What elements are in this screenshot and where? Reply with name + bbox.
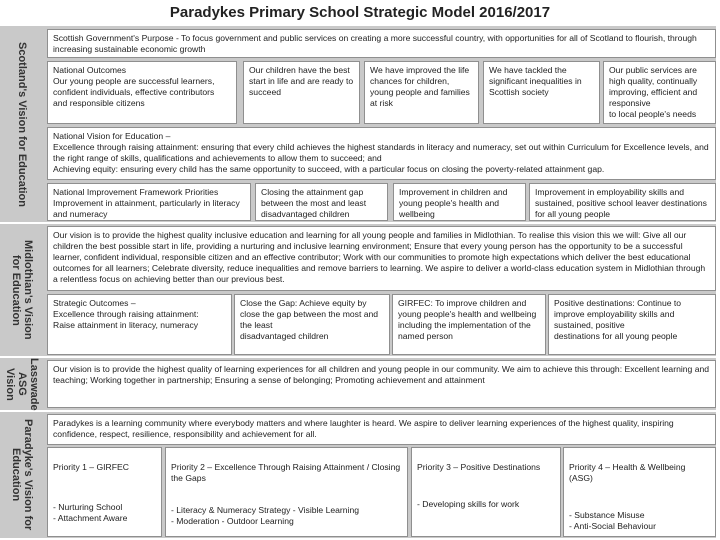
national-vision: National Vision for Education – Excellence through raising attainment: ensuring that every child achieves the highest standards in literacy and numeracy, set out within Curriculum for Excellence levels, and the right range of skills, qualifications and achievements to allow them to succeed; and Achieving equity: ensuring every child has the same opportunity to succeed, with a particular focus on closing the poverty-related attainment gap. — [47, 127, 716, 180]
strategic-outcome: Strategic Outcomes – Excellence through raising attainment: Raise attainment in literacy, numeracy — [47, 294, 232, 355]
national-outcome: We have tackled the significant inequalities in Scottish society — [483, 61, 600, 124]
priority-heading: Priority 3 – Positive Destinations — [417, 462, 541, 472]
strategic-outcome: Positive destinations: Continue to improve employability skills and sustained, positive destinations for all young people — [548, 294, 716, 355]
paradykes-side-label: Paradyke's Vision for Education — [10, 419, 34, 531]
priority-heading: Priority 1 – GIRFEC — [53, 462, 129, 472]
priority-box — [563, 447, 716, 537]
nif-priority: Improvement in employability skills and sustained, positive school leaver destinations for all young people — [529, 183, 716, 221]
page-title: Paradykes Primary School Strategic Model 2016/2017 — [169, 4, 551, 21]
priority-box — [47, 447, 162, 537]
national-outcome: We have improved the life chances for children, young people and families at risk — [364, 61, 479, 124]
nif-priority: National Improvement Framework Priorities Improvement in attainment, particularly in literacy and numeracy — [47, 183, 251, 221]
national-outcome: Our public services are high quality, continually improving, efficient and responsive to local people's needs — [603, 61, 716, 124]
priority-box — [411, 447, 561, 537]
priority-box — [165, 447, 408, 537]
priority-heading: Priority 2 – Excellence Through Raising Attainment / Closing the Gaps — [171, 462, 401, 483]
nif-priority: Improvement in children and young people's health and wellbeing — [393, 183, 526, 221]
paradykes-vision: Paradykes is a learning community where everybody matters and where laughter is heard. We aspire to deliver learning experiences of the highest quality, inspiring confidence, respect, resilience, responsibility and achievement for all. — [47, 414, 716, 445]
midlothian-vision: Our vision is to provide the highest quality inclusive education and learning for all young people and families in Midlothian. To realise this vision this we will: Give all our children the best possible start in life, providing a nurturing and inclusive learning environment; Ensure that every young person has the opportunity to be a successful learner, confident individual, responsible citizen and an effective contributor; Work with our communities to promote high expectations which deliver the best educational outcomes for all learners; Celebrate diversity, reduce inequalities and remove barriers to learning. We aspire to deliver a world-class education system in Midlothian through a relentless focus on achieving better than our previous best. — [47, 226, 716, 291]
strategic-outcome: GIRFEC: To improve children and young people's health and wellbeing including the implementation of the named person — [392, 294, 546, 355]
scotland-purpose: Scottish Government's Purpose - To focus government and public services on creating a more successful country, with opportunities for all of Scotland to flourish, through increasing sustainable economic growth — [47, 29, 716, 58]
national-outcome: National Outcomes Our young people are successful learners, confident individuals, effective contributors and responsible citizens — [47, 61, 237, 124]
nif-priority: Closing the attainment gap between the most and least disadvantaged children — [255, 183, 388, 221]
priority-items: - Nurturing School - Attachment Aware — [53, 502, 128, 523]
lasswade-vision: Our vision is to provide the highest quality of learning experiences for all children and young people in our community. We aim to achieve this through: Excellent learning and teaching; Working together in partnership; Ensuring a sense of belonging; Promoting achievement and attainment — [47, 360, 716, 408]
priority-items: - Developing skills for work — [417, 499, 520, 509]
priority-items: - Substance Misuse - Anti-Social Behaviour — [569, 510, 656, 531]
priority-items: - Literacy & Numeracy Strategy - Visible Learning - Moderation - Outdoor Learning — [171, 505, 360, 526]
lasswade-side-label: Lasswade ASG Vision — [4, 357, 40, 411]
scotland-side-label: Scotland's Vision for Education — [16, 41, 28, 207]
national-outcome: Our children have the best start in life and are ready to succeed — [243, 61, 360, 124]
strategic-outcome: Close the Gap: Achieve equity by close the gap between the most and the least disadvantaged children — [234, 294, 390, 355]
priority-heading: Priority 4 – Health & Wellbeing (ASG) — [569, 462, 686, 483]
midlothian-side-label: Midlothian's Vision for Education — [10, 240, 34, 340]
